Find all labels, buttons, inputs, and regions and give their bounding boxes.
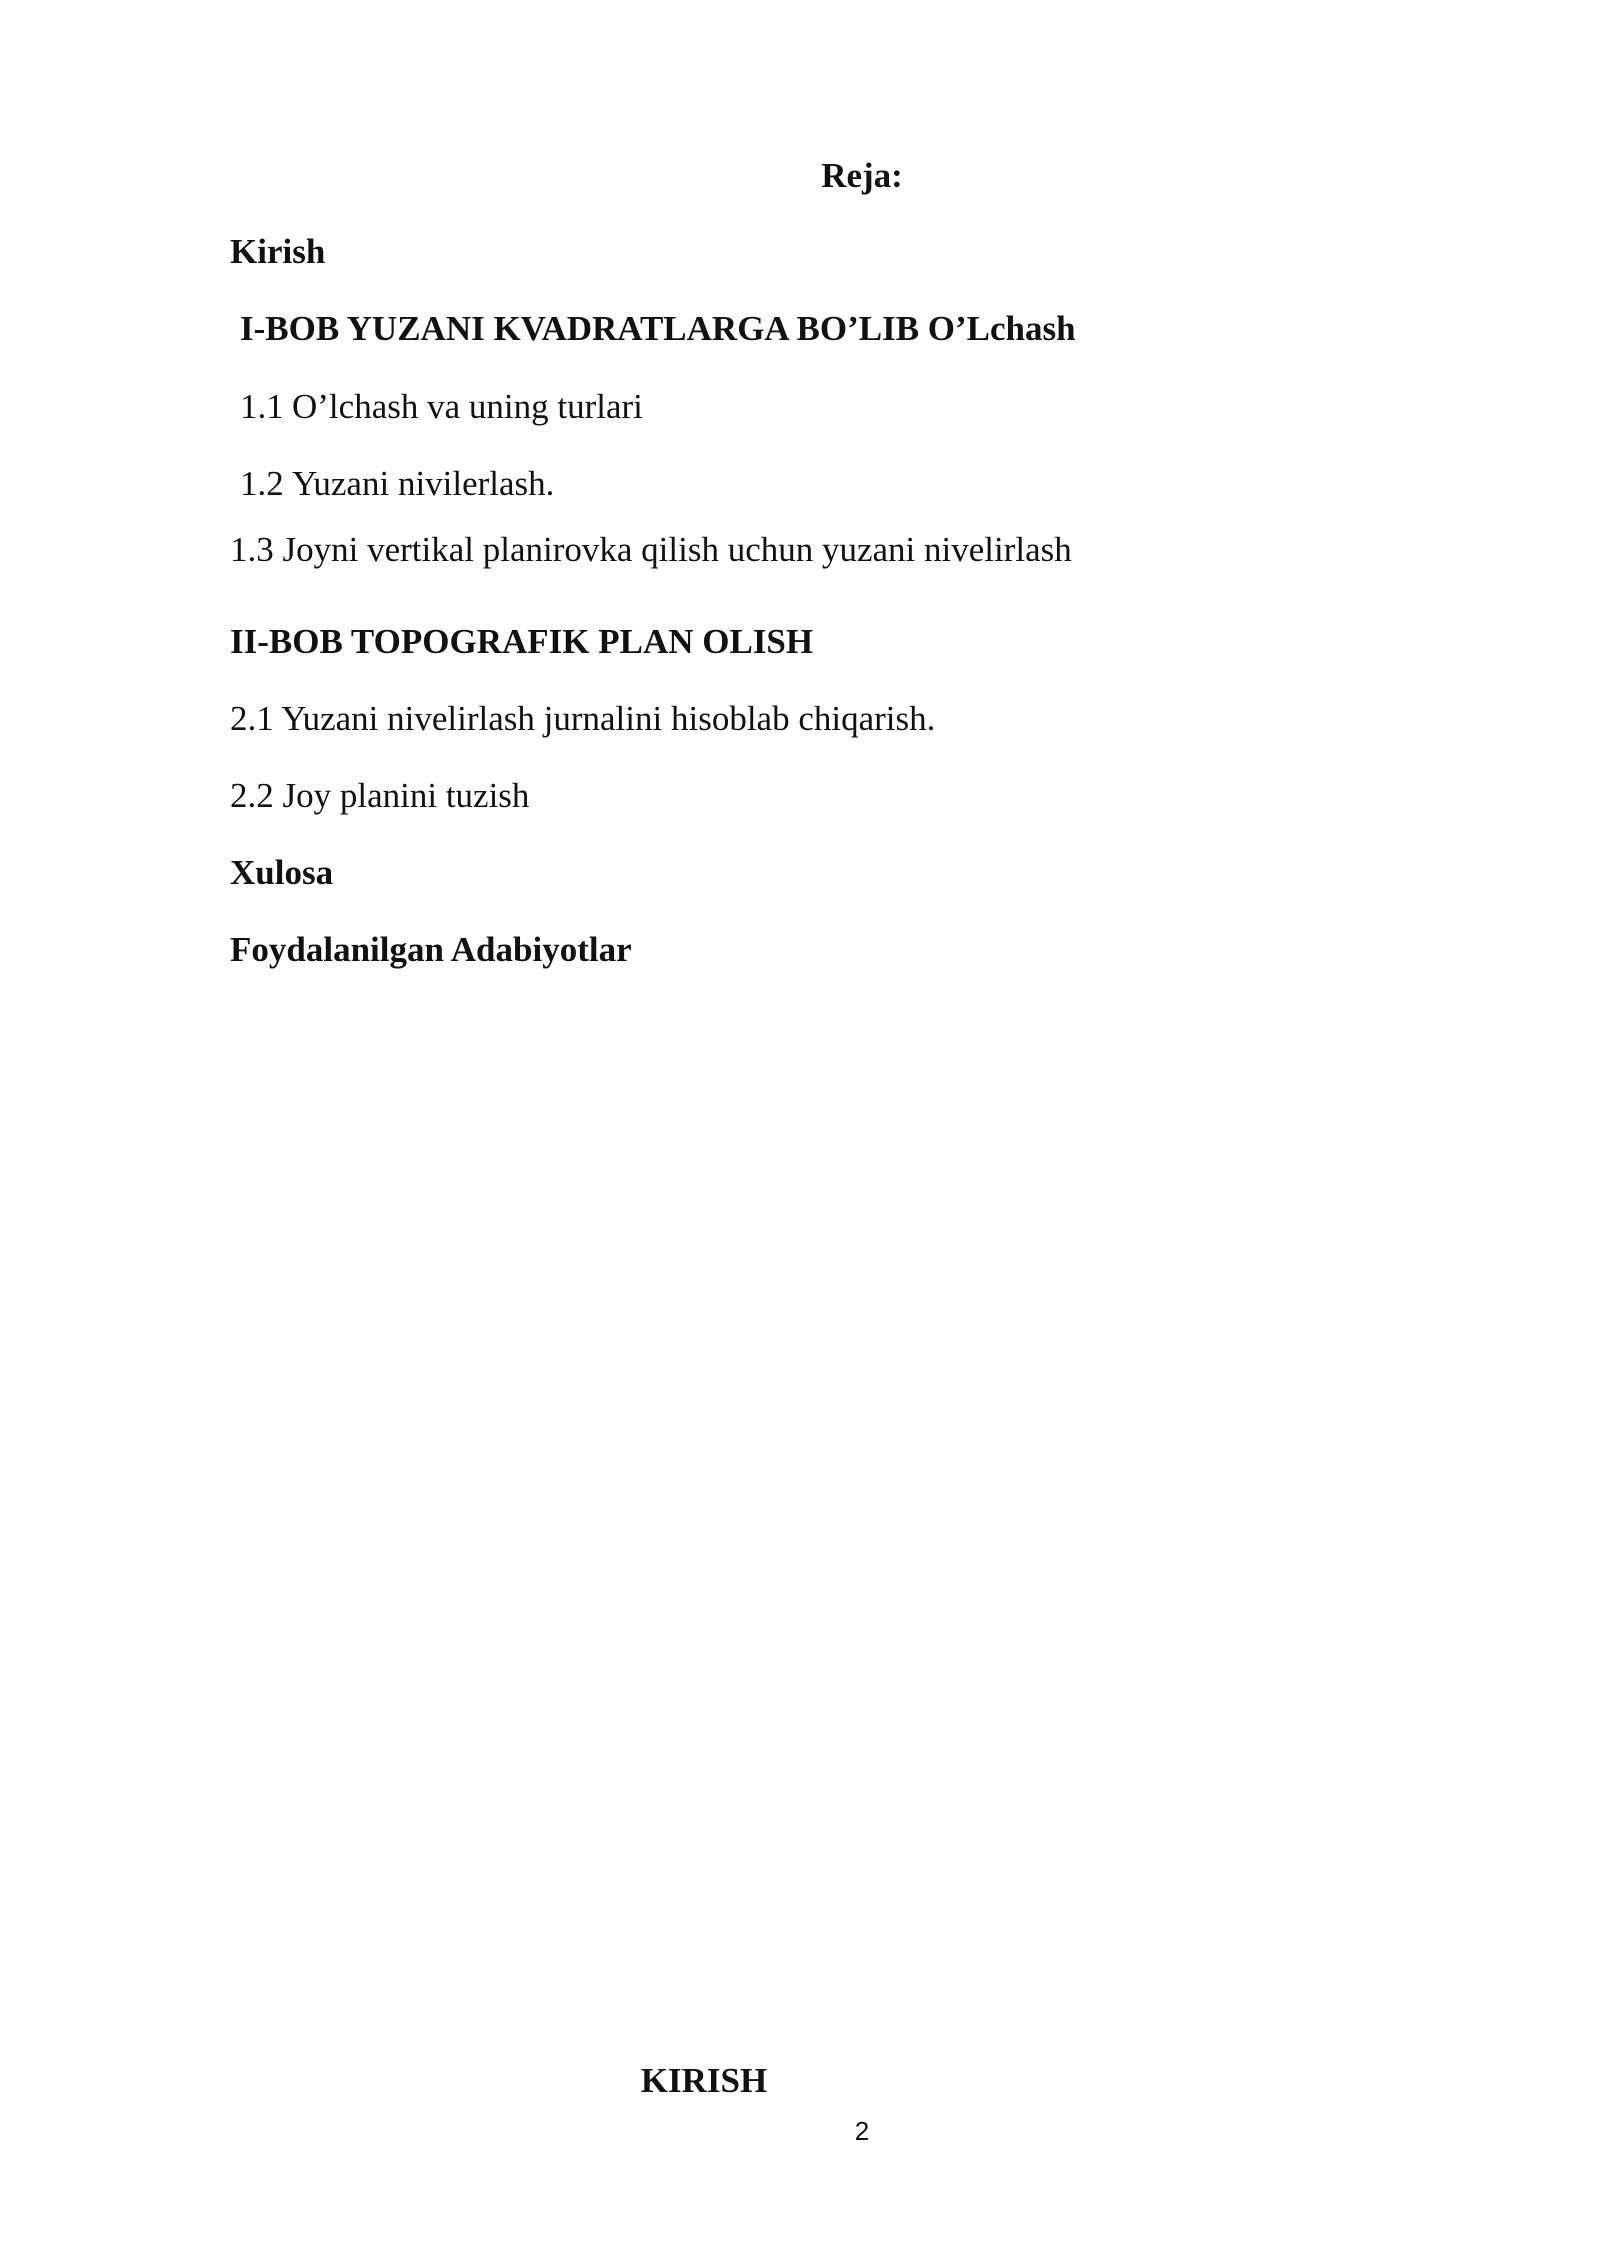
toc-item-label: O’lchash va uning turlari bbox=[292, 387, 643, 426]
toc-item-1-2 bbox=[240, 464, 554, 504]
toc-item-number: 1.2 bbox=[240, 464, 284, 503]
page-number: 2 bbox=[854, 2116, 870, 2146]
toc-item-label: Yuzani nivilerlash. bbox=[292, 464, 555, 503]
toc-item-2-1: 2.1 Yuzani nivelirlash jurnalini hisoblab chiqarish. bbox=[230, 699, 936, 738]
toc-chapter-1: I-BOB YUZANI KVADRATLARGA BO’LIB O’Lchash bbox=[240, 309, 1076, 348]
toc-item-xulosa: Xulosa bbox=[230, 853, 334, 892]
page-title: Reja: bbox=[821, 156, 903, 195]
toc-item-number: 1.1 bbox=[240, 387, 284, 426]
section-heading-kirish: KIRISH bbox=[640, 2061, 768, 2100]
toc-item-adabiyotlar: Foydalanilgan Adabiyotlar bbox=[230, 930, 632, 969]
toc-item-2-2: 2.2 Joy planini tuzish bbox=[230, 776, 530, 815]
toc-item-1-3: 1.3 Joyni vertikal planirovka qilish uchun yuzani nivelirlash bbox=[230, 530, 1072, 569]
toc-chapter-2: II-BOB TOPOGRAFIK PLAN OLISH bbox=[230, 622, 814, 661]
toc-item-1-1 bbox=[240, 387, 643, 427]
toc-item-kirish: Kirish bbox=[230, 232, 326, 271]
